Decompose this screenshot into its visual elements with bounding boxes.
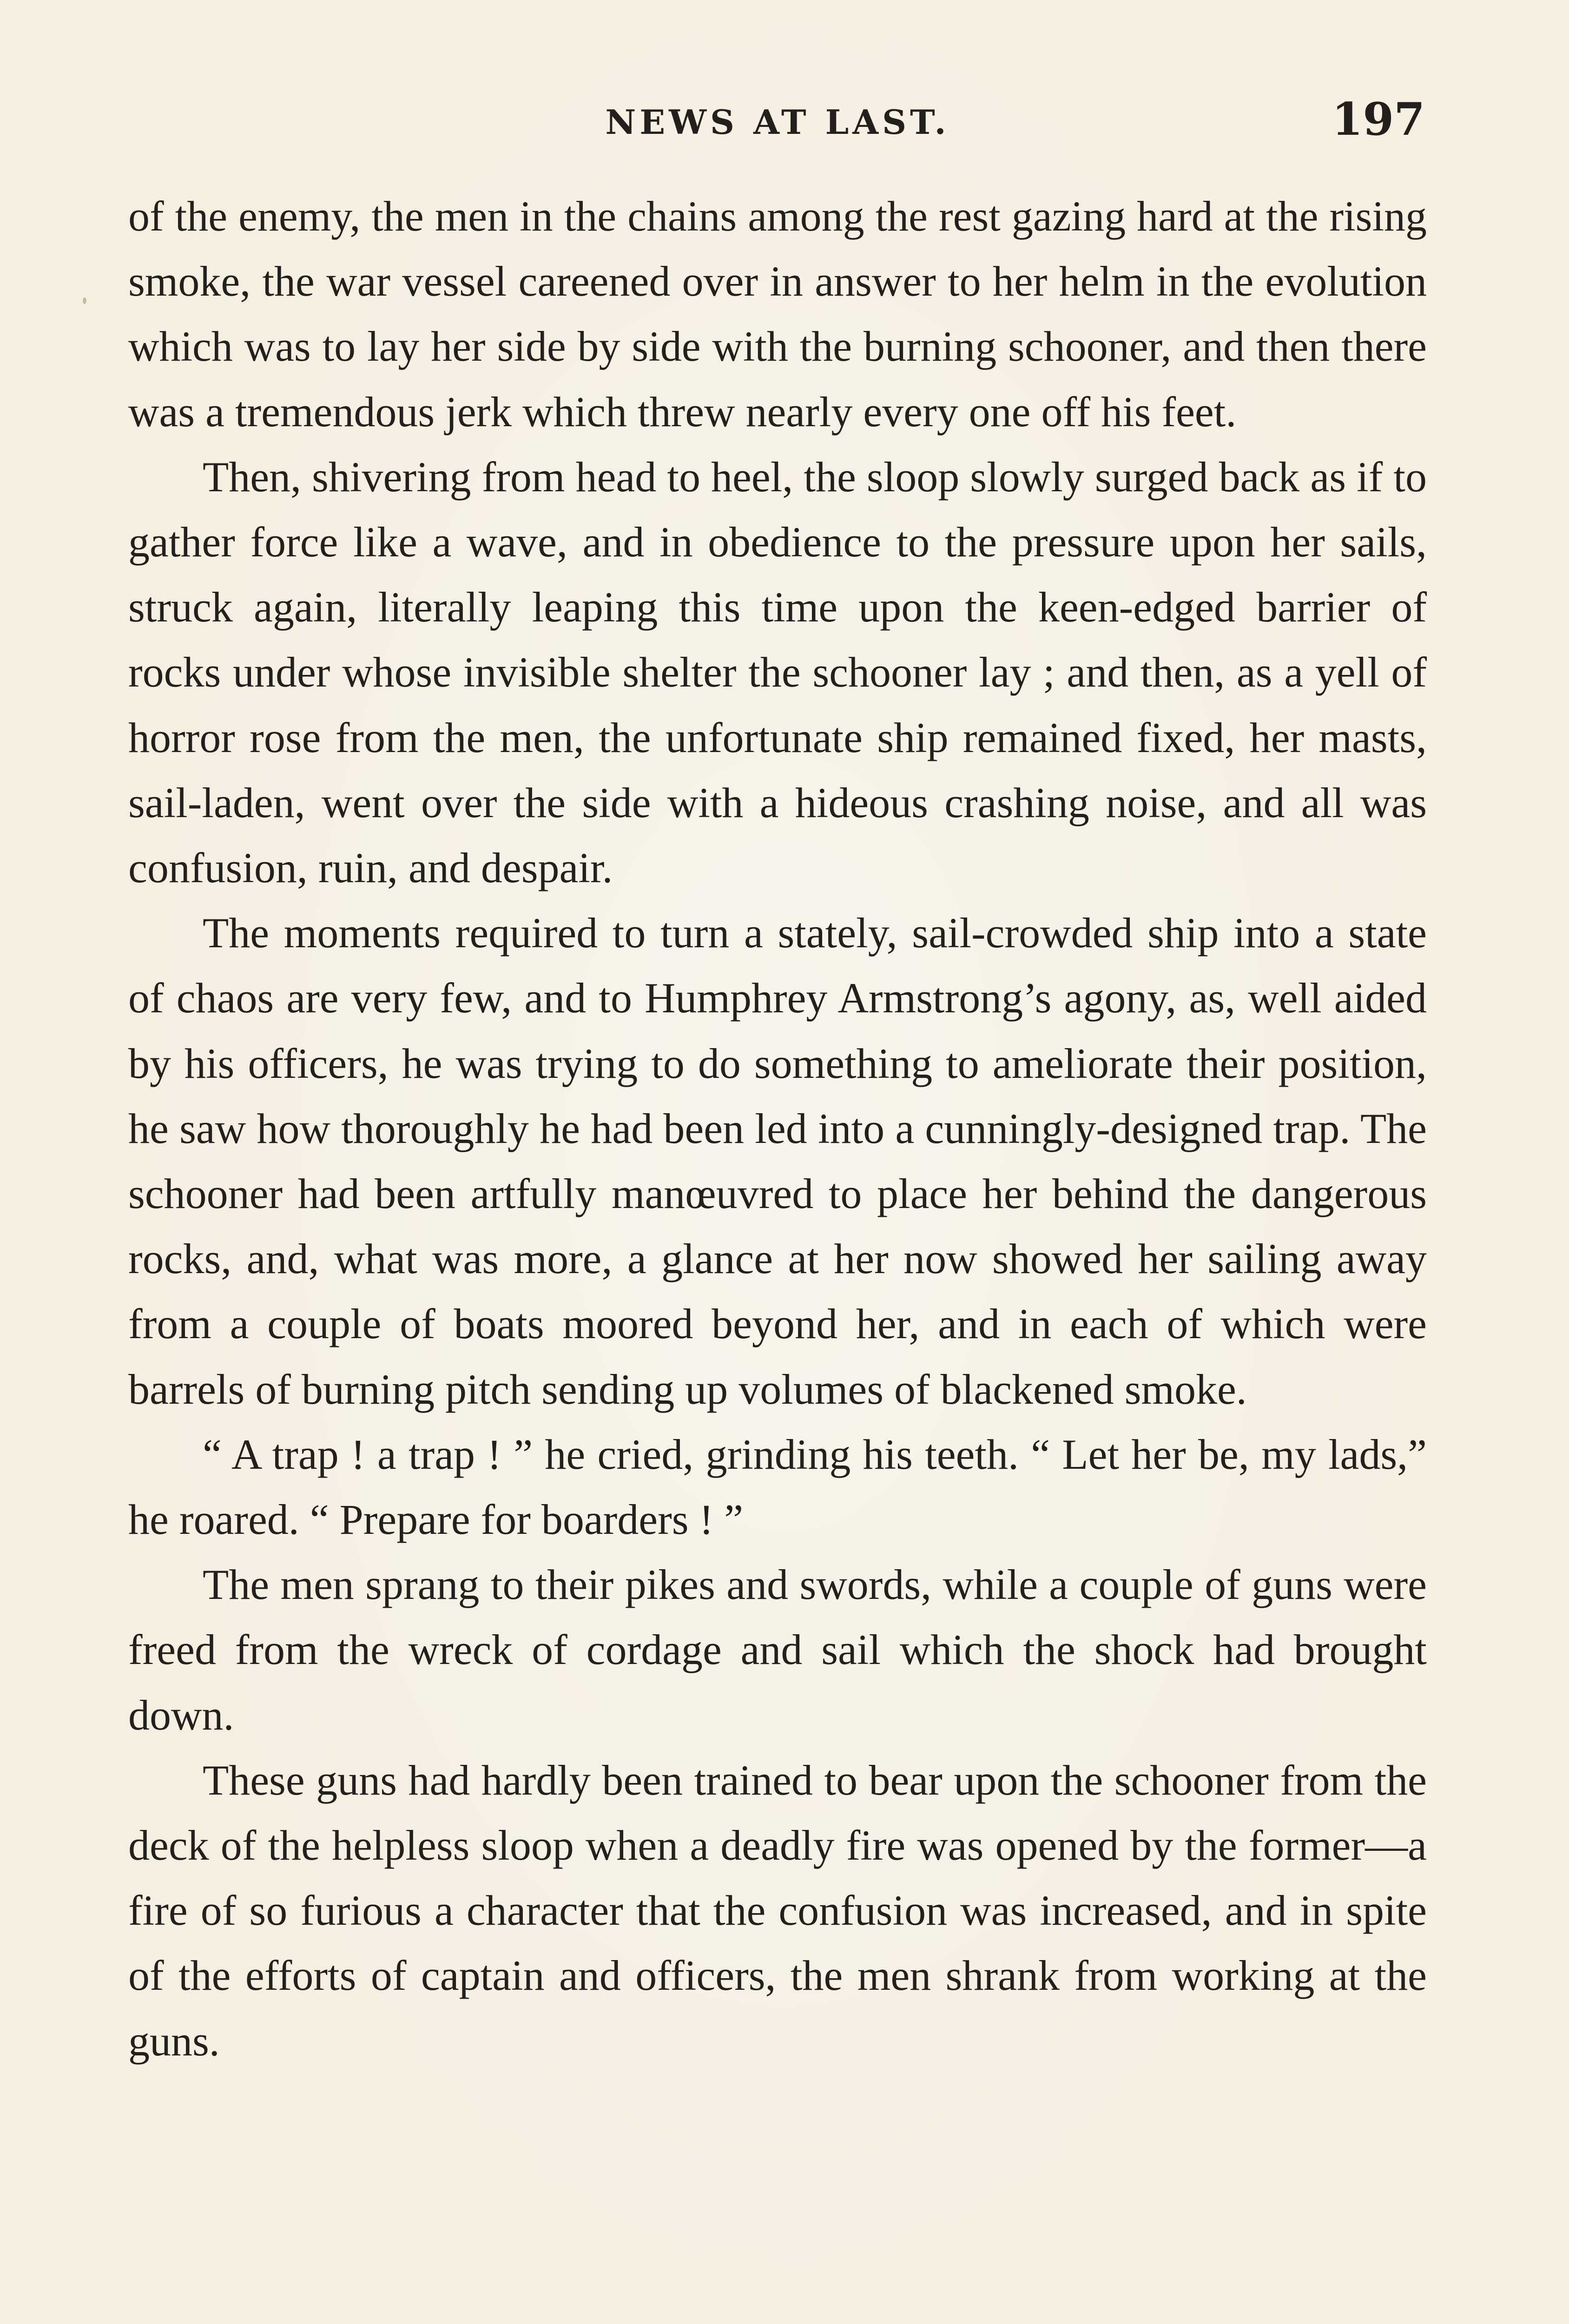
paragraph-5: The men sprang to their pikes and swords, while a couple of guns were freed from the wreck of cordage and sail which the shock had brought down. bbox=[128, 1561, 1427, 1739]
running-title: NEWS AT LAST. bbox=[605, 102, 950, 142]
paragraph-1: of the enemy, the men in the chains among the rest gazing hard at the rising smoke, the war vessel careened over in answer to her helm in the evolution which was to lay her side by side with the burning schooner, and then there was a tremendous jerk which threw nearly every one off his feet. bbox=[128, 192, 1427, 436]
body-text bbox=[128, 184, 1427, 2073]
paragraph-2: Then, shivering from head to heel, the sloop slowly surged back as if to gather force like a wave, and in obedience to the pressure upon her sails, struck again, literally leaping this time upon the keen-edged barrier of rocks under whose invisible shelter the schooner lay ; and then, as a yell of horror rose from the men, the unfortunate ship remained fixed, her masts, sail-laden, went over the side with a hideous crashing noise, and all was confusion, ruin, and despair. bbox=[128, 453, 1427, 892]
page-header bbox=[130, 93, 1425, 158]
paragraph-4: “ A trap ! a trap ! ” he cried, grinding his teeth. “ Let her be, my lads,” he roared. “ Prepare for boarders ! ” bbox=[128, 1430, 1427, 1544]
paragraph-3: The moments required to turn a stately, sail-crowded ship into a state of chaos are very few, and to Humphrey Armstrong’s agony, as, well aided by his officers, he was trying to do something to ameliorate their position, he saw how thoroughly he had been led into a cunningly-designed trap. The schooner had been artfully manœuvred to place her behind the dangerous rocks, and, what was more, a glance at her now showed her sailing away from a couple of boats moored beyond her, and in each of which were barrels of burning pitch sending up volumes of blackened smoke. bbox=[128, 909, 1427, 1413]
paragraph-6: These guns had hardly been trained to bear upon the schooner from the deck of the helpless sloop when a deadly fire was opened by the former—a fire of so furious a character that the confusion was increased, and in spite of the efforts of captain and officers, the men shrank from working at the guns. bbox=[128, 1756, 1427, 2065]
page-number: 197 bbox=[1332, 93, 1425, 145]
paper-speck bbox=[83, 297, 86, 304]
